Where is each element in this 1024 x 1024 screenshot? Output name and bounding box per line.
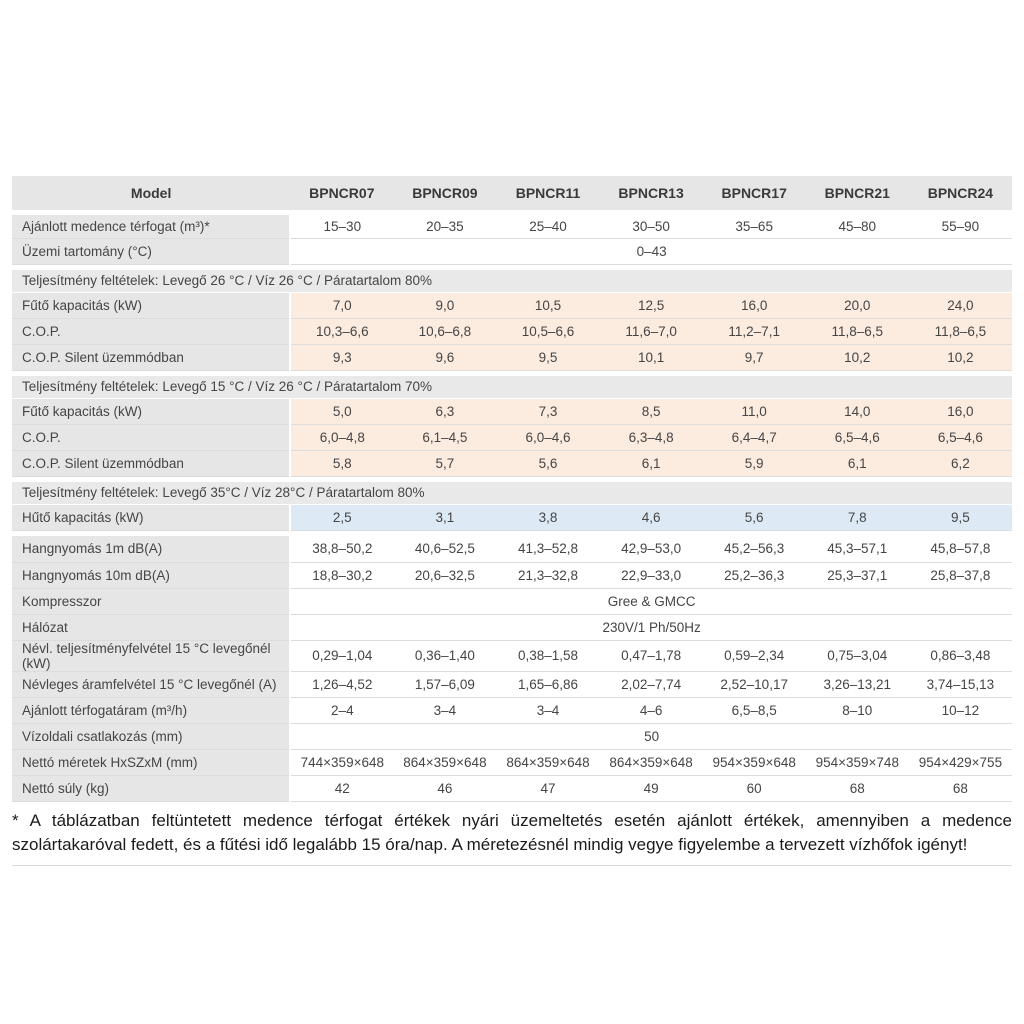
table-header (12, 176, 1012, 212)
spec-value: 25,2–36,3 (703, 562, 806, 588)
model-name-bpncr17: BPNCR17 (703, 176, 806, 212)
row-label: Ajánlott medence térfogat (m³)* (12, 212, 290, 238)
spec-value: 2,52–10,17 (703, 671, 806, 697)
spec-value: 10,2 (909, 344, 1012, 370)
spanning-value: 230V/1 Ph/50Hz (290, 614, 1012, 640)
model-name-bpncr09: BPNCR09 (393, 176, 496, 212)
spec-value: 10,5–6,6 (496, 318, 599, 344)
spec-value: 55–90 (909, 212, 1012, 238)
spec-value: 11,8–6,5 (806, 318, 909, 344)
spec-row (12, 614, 1012, 640)
spec-value: 10,2 (806, 344, 909, 370)
spec-value: 12,5 (600, 292, 703, 318)
spec-value: 11,6–7,0 (600, 318, 703, 344)
header-row (12, 176, 1012, 212)
spec-value: 2,5 (290, 504, 393, 530)
spec-row (12, 344, 1012, 370)
row-label: Hálózat (12, 614, 290, 640)
spec-value: 45,2–56,3 (703, 536, 806, 562)
spec-value: 38,8–50,2 (290, 536, 393, 562)
section-header-label: Teljesítmény feltételek: Levegő 35°C / Víz 28°C / Páratartalom 80% (12, 482, 1012, 504)
row-label: Nettó méretek HxSZxM (mm) (12, 749, 290, 775)
spec-value: 22,9–33,0 (600, 562, 703, 588)
spec-value: 40,6–52,5 (393, 536, 496, 562)
model-name-bpncr13: BPNCR13 (600, 176, 703, 212)
spec-row (12, 536, 1012, 562)
spec-value: 8,5 (600, 398, 703, 424)
spec-value: 35–65 (703, 212, 806, 238)
spec-value: 16,0 (909, 398, 1012, 424)
model-name-bpncr07: BPNCR07 (290, 176, 393, 212)
spec-row (12, 238, 1012, 264)
spec-row (12, 562, 1012, 588)
spec-value: 2,02–7,74 (600, 671, 703, 697)
spec-value: 42 (290, 775, 393, 801)
spec-row (12, 424, 1012, 450)
spec-value: 864×359×648 (393, 749, 496, 775)
spec-row (12, 775, 1012, 801)
spec-value: 11,8–6,5 (909, 318, 1012, 344)
spec-value: 47 (496, 775, 599, 801)
spec-row (12, 318, 1012, 344)
spanning-value: Gree & GMCC (290, 588, 1012, 614)
spec-value: 9,6 (393, 344, 496, 370)
spec-row (12, 450, 1012, 476)
spec-value: 7,3 (496, 398, 599, 424)
spec-value: 20,6–32,5 (393, 562, 496, 588)
row-label: Nettó súly (kg) (12, 775, 290, 801)
row-label: Üzemi tartomány (°C) (12, 238, 290, 264)
spec-value: 21,3–32,8 (496, 562, 599, 588)
spec-row (12, 398, 1012, 424)
spec-value: 744×359×648 (290, 749, 393, 775)
row-label: Vízoldali csatlakozás (mm) (12, 723, 290, 749)
spec-value: 68 (909, 775, 1012, 801)
spec-value: 68 (806, 775, 909, 801)
spec-value: 6,0–4,8 (290, 424, 393, 450)
spec-value: 9,5 (496, 344, 599, 370)
spec-value: 954×429×755 (909, 749, 1012, 775)
section-header-label: Teljesítmény feltételek: Levegő 15 °C / Víz 26 °C / Páratartalom 70% (12, 376, 1012, 398)
spec-value: 41,3–52,8 (496, 536, 599, 562)
spec-value: 2–4 (290, 697, 393, 723)
spec-value: 9,0 (393, 292, 496, 318)
spec-value: 7,0 (290, 292, 393, 318)
spec-value: 3,1 (393, 504, 496, 530)
spec-value: 3–4 (393, 697, 496, 723)
spec-value: 25,8–37,8 (909, 562, 1012, 588)
spec-value: 7,8 (806, 504, 909, 530)
spec-row (12, 212, 1012, 238)
spec-row (12, 671, 1012, 697)
row-label: Ajánlott térfogatáram (m³/h) (12, 697, 290, 723)
spec-value: 6,1 (806, 450, 909, 476)
spec-value: 9,3 (290, 344, 393, 370)
row-label: Fűtő kapacitás (kW) (12, 398, 290, 424)
spec-value: 6,2 (909, 450, 1012, 476)
spanning-value: 50 (290, 723, 1012, 749)
row-label: Névleges áramfelvétel 15 °C levegőnél (A) (12, 671, 290, 697)
spec-value: 10,1 (600, 344, 703, 370)
section-header-label: Teljesítmény feltételek: Levegő 26 °C / Víz 26 °C / Páratartalom 80% (12, 270, 1012, 292)
row-label: C.O.P. Silent üzemmódban (12, 450, 290, 476)
spec-row (12, 588, 1012, 614)
spec-value: 9,7 (703, 344, 806, 370)
spec-value: 6,0–4,6 (496, 424, 599, 450)
spec-row (12, 723, 1012, 749)
spec-value: 0,59–2,34 (703, 640, 806, 671)
spec-row (12, 292, 1012, 318)
spec-value: 10,6–6,8 (393, 318, 496, 344)
spec-value: 5,0 (290, 398, 393, 424)
spec-value: 8–10 (806, 697, 909, 723)
row-label: C.O.P. (12, 424, 290, 450)
spec-row (12, 749, 1012, 775)
spec-value: 864×359×648 (496, 749, 599, 775)
spec-value: 3,74–15,13 (909, 671, 1012, 697)
spec-value: 6,5–8,5 (703, 697, 806, 723)
spec-value: 20–35 (393, 212, 496, 238)
spec-value: 5,7 (393, 450, 496, 476)
spec-value: 5,8 (290, 450, 393, 476)
row-label: C.O.P. (12, 318, 290, 344)
spec-value: 4,6 (600, 504, 703, 530)
spec-value: 46 (393, 775, 496, 801)
section-header-row (12, 482, 1012, 504)
spec-value: 1,26–4,52 (290, 671, 393, 697)
table-footnote: * A táblázatban feltüntetett medence térfogat értékek nyári üzemeltetés esetén ajánlott értékek, amennyiben a medence szolártakaróval fedett, és a fűtési idő legalább 15 óra/nap. A méretezésnél mindig vegye figyelembe a tervezett vízhőfok igényt! (12, 809, 1012, 866)
section-header-row (12, 270, 1012, 292)
spec-value: 9,5 (909, 504, 1012, 530)
spec-value: 6,3 (393, 398, 496, 424)
row-label: Fűtő kapacitás (kW) (12, 292, 290, 318)
spec-value: 1,65–6,86 (496, 671, 599, 697)
row-label: Hangnyomás 10m dB(A) (12, 562, 290, 588)
section-header-row (12, 376, 1012, 398)
model-name-bpncr11: BPNCR11 (496, 176, 599, 212)
spanning-value: 0–43 (290, 238, 1012, 264)
spec-value: 3,26–13,21 (806, 671, 909, 697)
spec-value: 5,9 (703, 450, 806, 476)
row-label: Kompresszor (12, 588, 290, 614)
spec-value: 25,3–37,1 (806, 562, 909, 588)
model-name-bpncr21: BPNCR21 (806, 176, 909, 212)
spec-row (12, 697, 1012, 723)
spec-value: 45,3–57,1 (806, 536, 909, 562)
spec-value: 0,86–3,48 (909, 640, 1012, 671)
spec-value: 0,29–1,04 (290, 640, 393, 671)
spec-value: 18,8–30,2 (290, 562, 393, 588)
spec-value: 20,0 (806, 292, 909, 318)
spec-value: 30–50 (600, 212, 703, 238)
spec-value: 49 (600, 775, 703, 801)
spec-row (12, 640, 1012, 671)
spec-value: 0,47–1,78 (600, 640, 703, 671)
model-column-header: Model (12, 176, 290, 212)
spec-value: 11,2–7,1 (703, 318, 806, 344)
spec-row (12, 504, 1012, 530)
spec-value: 6,5–4,6 (806, 424, 909, 450)
spec-value: 1,57–6,09 (393, 671, 496, 697)
spec-value: 6,1 (600, 450, 703, 476)
spec-value: 0,38–1,58 (496, 640, 599, 671)
spec-value: 10–12 (909, 697, 1012, 723)
spec-value: 10,3–6,6 (290, 318, 393, 344)
spec-value: 3–4 (496, 697, 599, 723)
model-name-bpncr24: BPNCR24 (909, 176, 1012, 212)
heat-pump-spec-table (12, 176, 1012, 802)
spec-value: 15–30 (290, 212, 393, 238)
spec-value: 6,4–4,7 (703, 424, 806, 450)
spec-value: 3,8 (496, 504, 599, 530)
spec-value: 10,5 (496, 292, 599, 318)
spec-value: 6,1–4,5 (393, 424, 496, 450)
spec-value: 6,5–4,6 (909, 424, 1012, 450)
spec-value: 5,6 (496, 450, 599, 476)
table-body (12, 212, 1012, 801)
spec-value: 25–40 (496, 212, 599, 238)
spec-value: 954×359×648 (703, 749, 806, 775)
row-label: Hangnyomás 1m dB(A) (12, 536, 290, 562)
spec-value: 864×359×648 (600, 749, 703, 775)
spec-value: 42,9–53,0 (600, 536, 703, 562)
row-label: Hűtő kapacitás (kW) (12, 504, 290, 530)
row-label: Névl. teljesítményfelvétel 15 °C levegőnél (kW) (12, 640, 290, 671)
spec-value: 60 (703, 775, 806, 801)
spec-value: 4–6 (600, 697, 703, 723)
spec-value: 45,8–57,8 (909, 536, 1012, 562)
row-label: C.O.P. Silent üzemmódban (12, 344, 290, 370)
spec-value: 954×359×748 (806, 749, 909, 775)
spec-value: 11,0 (703, 398, 806, 424)
spec-value: 24,0 (909, 292, 1012, 318)
spec-value: 5,6 (703, 504, 806, 530)
spec-value: 45–80 (806, 212, 909, 238)
spec-value: 16,0 (703, 292, 806, 318)
spec-value: 0,36–1,40 (393, 640, 496, 671)
spec-value: 6,3–4,8 (600, 424, 703, 450)
spec-value: 14,0 (806, 398, 909, 424)
spec-value: 0,75–3,04 (806, 640, 909, 671)
